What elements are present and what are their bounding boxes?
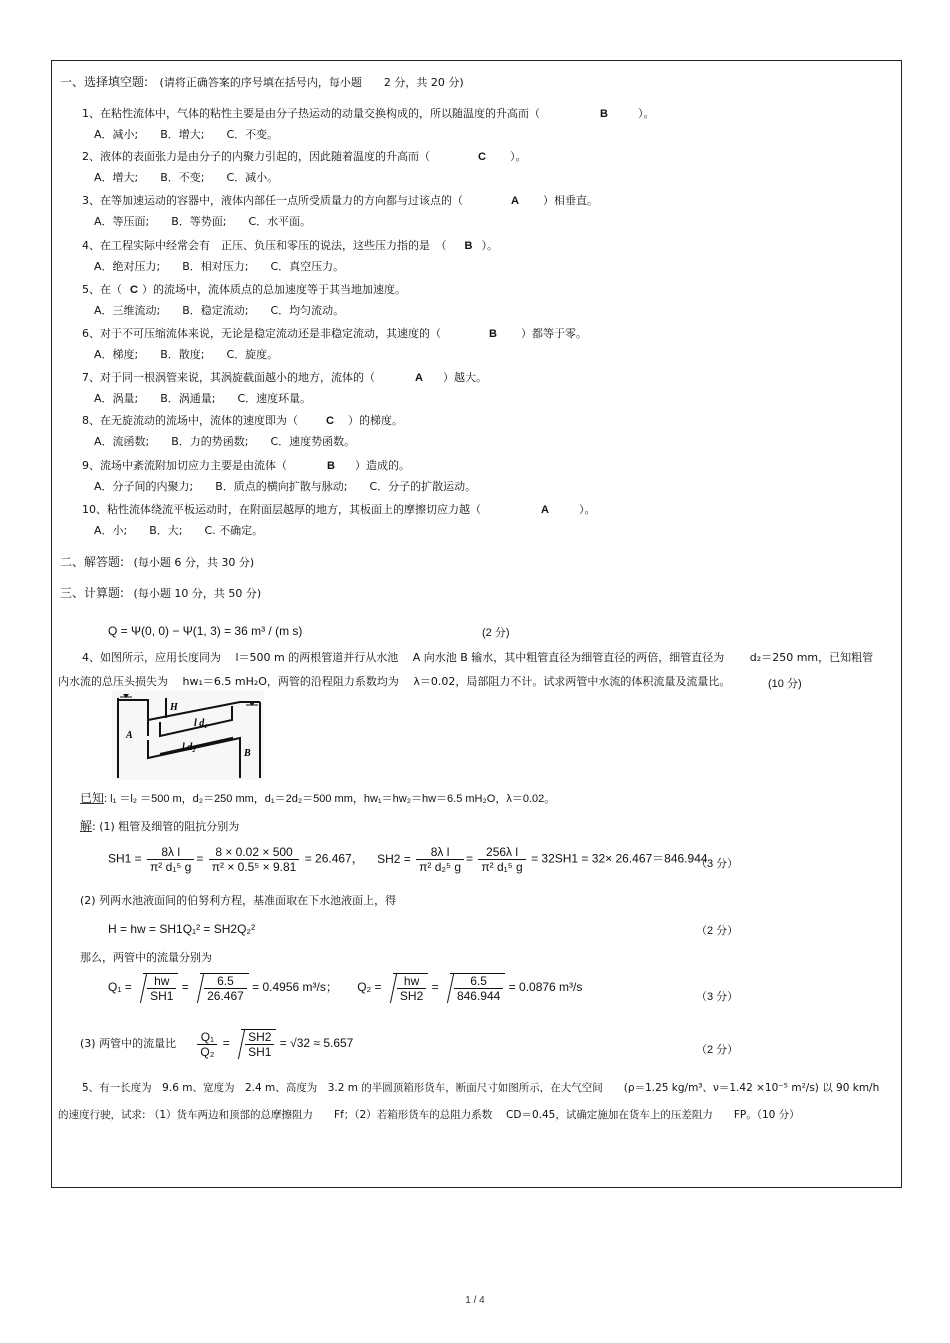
sh1-den-1: π² d₁⁵ g bbox=[150, 860, 192, 874]
answer-mark: C bbox=[478, 151, 486, 163]
q1-fraction-2 bbox=[204, 974, 247, 1003]
q2-fraction-2 bbox=[454, 974, 503, 1003]
question-text: 3、在等加速运动的容器中，液体内部任一点所受质量力的方向都与过该点的（ bbox=[82, 194, 463, 207]
flow-rate-equations: Q₁ = $\frac{hw}{SH1}$ = $\frac{6.5}{26.467}$ = 0.4956 m³/s； Q₂ = $\frac{hw}{SH2}$ = $\frac{6.5}{846.944}$ = 0.0876 m³/s bbox=[108, 974, 583, 1003]
question-text-end: ）。 bbox=[578, 503, 596, 516]
sh2-den-2: π² d₁⁵ g bbox=[481, 860, 523, 874]
ratio-num: Q₁ bbox=[197, 1030, 217, 1045]
question-9 bbox=[82, 459, 410, 473]
question-8-options: A．流函数; B．力的势函数; C．速度势函数。 bbox=[94, 435, 356, 448]
question-2-options: A．增大; B．不变; C．减小。 bbox=[94, 171, 279, 184]
ratio-sqrt-den: SH1 bbox=[248, 1045, 272, 1059]
answer-mark: B bbox=[489, 328, 497, 340]
sh1-num-2: 8 × 0.02 × 500 bbox=[209, 845, 300, 860]
sh2-lhs: SH2 = bbox=[377, 851, 411, 866]
problem-5-line-2: 的速度行驶，试求: （1）货车两边和顶部的总摩擦阻力 Ff；（2）若箱形货车的总阻力系数 CD＝0.45，试确定施加在货车上的压差阻力 FP。（10 分） bbox=[58, 1109, 800, 1121]
answer-mark: A bbox=[541, 504, 549, 516]
question-6 bbox=[82, 327, 587, 341]
diagram-background bbox=[112, 690, 264, 780]
question-5-options: A．三维流动; B．稳定流动; C．均匀流动。 bbox=[94, 304, 345, 317]
solution-step-1-text: : (1) 粗管及细管的阻抗分别为 bbox=[92, 820, 240, 833]
ratio-sqrt-num: SH2 bbox=[245, 1030, 274, 1045]
score-step-1: （3 分） bbox=[696, 858, 739, 870]
question-text-end: ）的流场中，流体质点的总加速度等于其当地加速度。 bbox=[141, 283, 406, 296]
question-8 bbox=[82, 414, 403, 428]
problem-5-line-1: 5、有一长度为 9.6 m、宽度为 2.4 m、高度为 3.2 m 的半圆顶箱形货车，断面尺寸如图所示，在大气空间 (ρ＝1.25 kg/m³、ν＝1.42 ×10⁻⁵ m²/s) 以 90 km/h bbox=[82, 1082, 880, 1094]
question-text: 2、液体的表面张力是由分子的内聚力引起的，因此随着温度的升高而（ bbox=[82, 150, 430, 163]
sh1-fraction-1 bbox=[147, 845, 194, 874]
question-text-end: ）。 bbox=[637, 107, 655, 120]
known-conditions bbox=[80, 791, 555, 806]
answer-mark: A bbox=[511, 195, 519, 207]
question-4-options: A．绝对压力; B．相对压力; C．真空压力。 bbox=[94, 260, 345, 273]
sh2-result: = 32SH1 = 32× 26.467＝846.944 bbox=[531, 851, 708, 866]
score-step-4: （2 分） bbox=[696, 1044, 739, 1056]
answer-mark: C bbox=[326, 415, 334, 427]
q2-den-2: 846.944 bbox=[456, 989, 501, 1003]
question-5 bbox=[82, 283, 406, 297]
solution-label: 解 bbox=[80, 819, 93, 833]
q1-lhs: Q₁ = bbox=[108, 980, 132, 995]
question-3-options: A．等压面; B．等势面; C．水平面。 bbox=[94, 215, 312, 228]
q2-result: = 0.0876 m³/s bbox=[508, 980, 583, 995]
sh2-num-2: 256λ l bbox=[478, 845, 525, 860]
diagram-label-a: A bbox=[126, 730, 133, 741]
q1-fraction-1 bbox=[147, 974, 176, 1003]
q1-sqrt-2 bbox=[200, 973, 249, 1003]
answer-mark: B bbox=[600, 108, 608, 120]
answer-mark: C bbox=[130, 284, 138, 296]
question-text-end: ）造成的。 bbox=[354, 459, 410, 472]
question-1 bbox=[82, 107, 654, 121]
question-text: 10、粘性流体绕流平板运动时，在附面层越厚的地方，其板面上的摩擦切应力越（ bbox=[82, 503, 481, 516]
section-3-title: 三、计算题: bbox=[60, 586, 125, 600]
impedance-equations: SH1 = $\frac{\text{8λ l}}{\text{π² d₁⁵ g}}$ = $\frac{8 \times 0.02 \times 500}{\text{π² × 0.5⁵ × 9.81}}$ = 26.467， SH2 = $\frac{\text{8λ l}}{\text{π² d₂⁵ g}}$ = $\frac{\text{256λ l}}{\text{π² d₁⁵ g}}$ = 32SH1 = 32× 26.467＝846.944 bbox=[108, 845, 708, 874]
answer-mark: B bbox=[464, 240, 473, 252]
sh2-fraction-2 bbox=[478, 845, 525, 874]
q2-lhs: Q₂ = bbox=[357, 980, 382, 995]
q1-num-2: 6.5 bbox=[204, 974, 247, 989]
question-text-end: ）都等于零。 bbox=[520, 327, 587, 340]
sh2-den-1: π² d₂⁵ g bbox=[419, 860, 462, 874]
problem-4-line-2: 内水流的总压头损失为 hw₁＝6.5 mH₂O，两管的沿程阻力系数均为 λ＝0.02，局部阻力不计。试求两管中水流的体积流量及流量比。 bbox=[58, 675, 731, 688]
answer-mark: A bbox=[415, 372, 423, 384]
solution-step-1 bbox=[80, 819, 239, 834]
solution-step-3: (3) 两管中的流量比 bbox=[80, 1037, 177, 1051]
problem-4-line-1: 4、如图所示，应用长度同为 l＝500 m 的两根管道并行从水池 A 向水池 B 输水，其中粗管直径为细管直径的两倍，细管直径为 d₂＝250 mm，已知粗管 bbox=[82, 651, 874, 664]
section-3-note: (每小题 10 分，共 50 分) bbox=[133, 587, 262, 600]
question-text-end: ）。 bbox=[481, 239, 498, 252]
diagram-label-h: H bbox=[170, 702, 178, 713]
score-step-3: （3 分） bbox=[696, 991, 739, 1003]
ratio-sqrt-fraction bbox=[245, 1030, 274, 1059]
question-10 bbox=[82, 503, 595, 517]
question-7-options: A．涡量; B．涡通量; C．速度环量。 bbox=[94, 392, 312, 405]
problem-4-score: (10 分) bbox=[768, 678, 802, 690]
question-text: 6、对于不可压缩流体来说，无论是稳定流动还是非稳定流动，其速度的（ bbox=[82, 327, 441, 340]
question-6-options: A．梯度; B．散度; C．旋度。 bbox=[94, 348, 279, 361]
sh1-fraction-2 bbox=[209, 845, 300, 874]
section-1-title: 一、选择填空题: bbox=[60, 75, 149, 89]
q2-fraction-1 bbox=[397, 974, 426, 1003]
pipe-diagram bbox=[112, 690, 264, 780]
q1-num-1: hw bbox=[147, 974, 176, 989]
q1-result: = 0.4956 m³/s； bbox=[252, 980, 338, 995]
section-1-note: (请将正确答案的序号填在括号内，每小题 2 分，共 20 分) bbox=[159, 76, 464, 89]
section-2-title: 二、解答题: bbox=[60, 555, 125, 569]
sh2-fraction-1 bbox=[416, 845, 464, 874]
question-9-options: A．分子间的内聚力; B．质点的横向扩散与脉动; C．分子的扩散运动。 bbox=[94, 480, 477, 493]
question-text: 9、流场中紊流附加切应力主要是由流体（ bbox=[82, 459, 287, 472]
section-2-heading bbox=[60, 555, 254, 570]
flow-rate-intro: 那么，两管中的流量分别为 bbox=[80, 951, 212, 964]
question-4 bbox=[82, 239, 498, 253]
diagram-label-d1: l d₁ bbox=[194, 718, 208, 729]
diagram-label-d2: l d₂ bbox=[182, 742, 196, 753]
question-text: 7、对于同一根涡管来说，其涡旋截面越小的地方，流体的（ bbox=[82, 371, 375, 384]
q1-sqrt-1 bbox=[143, 973, 178, 1003]
sh1-lhs: SH1 = bbox=[108, 851, 142, 866]
page-number: 1 / 4 bbox=[465, 1295, 485, 1306]
question-text: 4、在工程实际中经常会有 正压、负压和零压的说法，这些压力指的是 （ bbox=[82, 239, 447, 252]
question-text-end: ）。 bbox=[509, 150, 527, 163]
diagram-label-b: B bbox=[244, 748, 251, 759]
q2-sqrt-2 bbox=[450, 973, 505, 1003]
q2-den-1: SH2 bbox=[399, 989, 424, 1003]
sh1-num-1: 8λ l bbox=[147, 845, 194, 860]
question-text: 1、在粘性流体中，气体的粘性主要是由分子热运动的动量交换构成的，所以随温度的升高而（ bbox=[82, 107, 540, 120]
question-text-end: ）相垂直。 bbox=[542, 194, 598, 207]
solution-step-2: (2) 列两水池液面间的伯努利方程，基准面取在下水池液面上，得 bbox=[80, 894, 397, 907]
question-text: 5、在（ bbox=[82, 283, 122, 296]
question-10-options: A．小; B．大; C. 不确定。 bbox=[94, 524, 264, 537]
flow-ratio-equation: (3) 两管中的流量比 $\frac{\text{Q₁}}{\text{Q₂}}$ = $\frac{SH2}{SH1}$ = √32 ≈ 5.657 bbox=[80, 1029, 354, 1059]
q2-sqrt-1 bbox=[393, 973, 428, 1003]
q1-den-2: 26.467 bbox=[207, 989, 244, 1003]
question-3 bbox=[82, 194, 598, 208]
ratio-result: = √32 ≈ 5.657 bbox=[279, 1036, 354, 1051]
section-3-heading bbox=[60, 586, 261, 601]
q1-den-1: SH1 bbox=[150, 989, 174, 1003]
question-7 bbox=[82, 371, 487, 385]
stream-function-formula: Q = Ψ(0, 0) − Ψ(1, 3) = 36 m³ / (m s) bbox=[108, 624, 303, 638]
ratio-den: Q₂ bbox=[200, 1044, 215, 1059]
q2-num-2: 6.5 bbox=[454, 974, 503, 989]
formula-score: (2 分) bbox=[482, 627, 510, 639]
known-values: : l₁ ＝l₂ ＝500 m，d₂＝250 mm，d₁＝2d₂＝500 mm，hw₁＝hw₂＝hw＝6.5 mH₂O，λ＝0.02。 bbox=[104, 793, 556, 805]
score-step-2: （2 分） bbox=[696, 925, 739, 937]
section-1-heading bbox=[60, 75, 464, 90]
known-label: 已知 bbox=[80, 791, 105, 805]
question-text: 8、在无旋流动的流场中，流体的速度即为（ bbox=[82, 414, 298, 427]
question-2 bbox=[82, 150, 526, 164]
ratio-sqrt bbox=[241, 1029, 276, 1059]
ratio-fraction bbox=[197, 1030, 217, 1059]
answer-mark: B bbox=[327, 460, 335, 472]
section-2-note: (每小题 6 分，共 30 分) bbox=[133, 556, 255, 569]
question-text-end: ）的梯度。 bbox=[347, 414, 403, 427]
q2-num-1: hw bbox=[397, 974, 426, 989]
bernoulli-equation: H = hw = SH1Q₁² = SH2Q₂² bbox=[108, 922, 256, 936]
sh1-result: = 26.467， bbox=[304, 851, 364, 866]
sh1-den-2: π² × 0.5⁵ × 9.81 bbox=[211, 860, 297, 874]
sh2-num-1: 8λ l bbox=[416, 845, 464, 860]
question-1-options: A．减小; B．增大; C．不变。 bbox=[94, 128, 279, 141]
question-text-end: ）越大。 bbox=[442, 371, 487, 384]
